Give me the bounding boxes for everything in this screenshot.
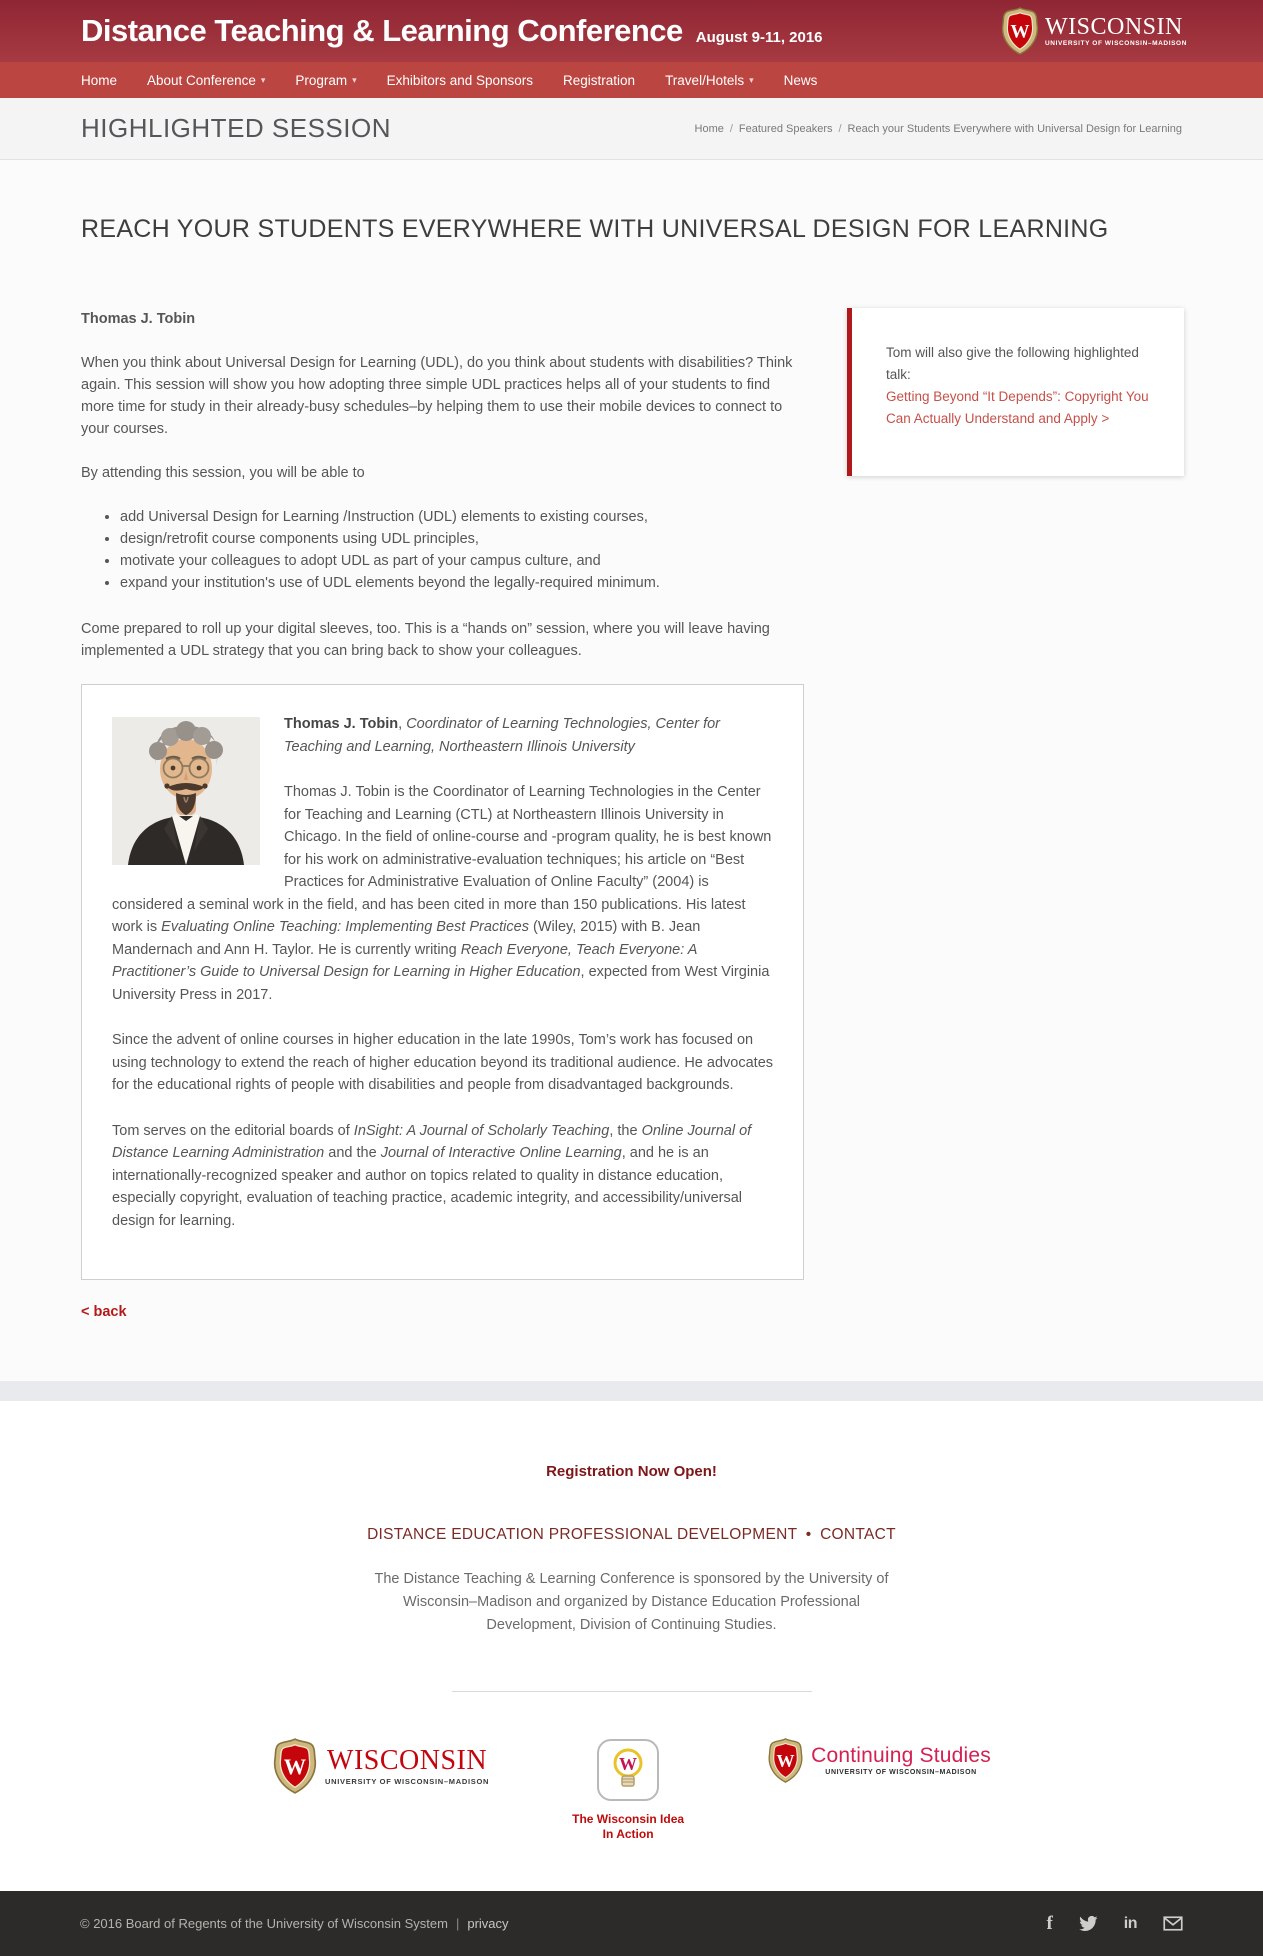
nav-item-label: Program [295,72,348,88]
svg-text:W: W [619,1754,638,1774]
back-link[interactable]: < back [81,1304,127,1320]
continuing-studies-logo-text [811,1745,991,1776]
continuing-studies-subtitle: UNIVERSITY OF WISCONSIN–MADISON [825,1769,977,1776]
bio-paragraph-3: Tom serves on the editorial boards of InSight: A Journal of Scholarly Teaching, the Online Journal of Distance Learning Administration and the Journal of Interactive Online Learning, and he is an internationally-recognized speaker and author on topics related to quality in distance education, especially copyright, evaluation of teaching practice, academic integrity, and accessibility/universal design for learning. [112,1122,752,1229]
session-list-intro: By attending this session, you will be able to [81,465,365,481]
uw-wordmark: WISCONSIN [1045,13,1183,40]
uw-madison-logo-text [325,1744,490,1786]
page-title: HIGHLIGHTED SESSION [81,113,391,143]
bio-paragraph-1: Thomas J. Tobin is the Coordinator of Learning Technologies in the Center for Teaching and Learning (CTL) at Northeastern Illinois University in Chicago. In the field of online-course and -program quality, he is best known for his work on administrative-evaluation techniques; his article on “Best Practices for Administrative Evaluation of Online Faculty” (2004) is considered a seminal work in the field, and has been cited in more than 150 publications. His latest work is Evaluating Online Teaching: Implementing Best Practices (Wiley, 2015) with B. Jean Mandernach and Ann H. Taylor. He is currently writing Reach Everyone, Teach Everyone: A Practitioner’s Guide to Universal Design for Learning in Higher Education, expected from West Virginia University Press in 2017. [112,784,772,1003]
wisconsin-idea-line2: In Action [602,1827,654,1841]
nav-item-about-conference[interactable] [132,62,280,98]
breadcrumb-separator: / [729,122,733,135]
twitter-icon [1079,1916,1098,1932]
footer-logos [0,1738,1263,1842]
related-talk-link[interactable]: Getting Beyond “It Depends”: Copyright You Can Actually Understand and Apply > [886,389,1149,426]
nav-item-label: News [783,72,818,88]
breadcrumb-home[interactable]: Home [694,122,724,135]
outcome-item: • design/retrofit course components using UDL principles, [120,528,804,550]
nav-item-travel-hotels[interactable] [650,62,769,98]
main-content [0,160,1263,1381]
uw-crest-icon [1000,7,1040,55]
social-links [1046,1913,1183,1935]
copyright-text: © 2016 Board of Regents of the University of Wisconsin System [80,1916,448,1931]
sponsor-text: The Distance Teaching & Learning Conference is sponsored by the University of Wisconsin–Madison and organized by Distance Education Professional Development, Division of Continuing Studies. [374,1571,889,1633]
copyright-separator: | [455,1916,460,1931]
session-closing-paragraph: Come prepared to roll up your digital sleeves, too. This is a “hands on” session, where you will leave having implemented a UDL strategy that you can bring back to show your colleagues. [81,621,770,659]
uw-subtitle: UNIVERSITY OF WISCONSIN–MADISON [325,1776,490,1786]
twitter-link[interactable] [1079,1916,1098,1932]
footer [0,1401,1263,1891]
session-intro-paragraph: When you think about Universal Design for Learning (UDL), do you think about students with disabilities? Think again. This session will show you how adopting three simple UDL practices helps all of your students to find more time for study in their already-busy schedules–by helping them to use their mobile devices to connect to your courses. [81,355,793,437]
bio-headline: Thomas J. Tobin, Coordinator of Learning Technologies, Center for Teaching and Learning, Northeastern Illinois University [284,716,721,755]
nav-item-label: About Conference [147,72,256,88]
section-divider-band [0,1381,1263,1401]
speaker-name: Thomas J. Tobin [81,311,196,327]
footer-link-contact[interactable]: CONTACT [820,1526,896,1543]
nav-item-label: Home [81,72,118,88]
session-heading: REACH YOUR STUDENTS EVERYWHERE WITH UNIVERSAL DESIGN FOR LEARNING [81,215,1109,243]
nav-item-news[interactable] [769,62,833,98]
chevron-down-icon: ▾ [260,75,266,85]
email-link[interactable] [1163,1916,1183,1931]
uw-logo[interactable] [1000,7,1187,55]
speaker-photo [112,717,260,865]
nav-item-exhibitors-sponsors[interactable] [372,62,548,98]
footer-link-distance-education[interactable]: DISTANCE EDUCATION PROFESSIONAL DEVELOPMENT [367,1526,798,1543]
nav-item-program[interactable] [280,62,371,98]
uw-logo-text [1045,15,1187,48]
outcome-item: • add Universal Design for Learning /Instruction (UDL) elements to existing courses, [120,506,804,528]
breadcrumb [695,123,1182,135]
continuing-studies-wordmark: Continuing Studies [811,1744,991,1767]
bottom-bar [0,1891,1263,1956]
conference-dates: August 9-11, 2016 [695,28,823,46]
wisconsin-idea-line1: The Wisconsin Idea [572,1812,685,1826]
uw-wordmark: WISCONSIN [327,1744,488,1776]
lightbulb-icon [596,1738,660,1802]
main-nav [0,62,1263,98]
session-description [81,308,804,1321]
chevron-down-icon: ▾ [749,75,754,85]
uw-crest-icon [767,1738,804,1783]
nav-item-label: Exhibitors and Sponsors [386,72,534,88]
uw-madison-logo[interactable] [272,1738,489,1794]
facebook-link[interactable] [1046,1913,1052,1935]
registration-notice: Registration Now Open! [546,1463,717,1480]
session-outcomes-list [81,506,804,594]
related-talk-box [847,308,1184,476]
nav-item-label: Registration [563,72,636,88]
nav-item-registration[interactable] [548,62,650,98]
outcome-item: • expand your institution's use of UDL elements beyond the legally-required minimum. [120,572,804,594]
nav-item-label: Travel/Hotels [665,72,745,88]
breadcrumb-current-page: Reach your Students Everywhere with Universal Design for Learning [847,122,1182,135]
speaker-bio-box [81,684,804,1280]
footer-divider [452,1691,812,1692]
uw-subtitle: UNIVERSITY OF WISCONSIN–MADISON [1045,39,1187,47]
chevron-down-icon: ▾ [352,75,357,85]
nav-item-home[interactable] [66,62,132,98]
linkedin-icon: in [1123,1914,1137,1932]
site-header [0,0,1263,62]
uw-crest-icon [272,1738,318,1794]
privacy-link[interactable]: privacy [467,1916,509,1931]
linkedin-link[interactable] [1124,1915,1137,1933]
email-icon [1163,1916,1183,1931]
breadcrumb-featured-speakers[interactable]: Featured Speakers [738,122,833,135]
site-title: Distance Teaching & Learning Conference [81,13,683,48]
related-talk-text: Tom will also give the following highlighted talk: [886,345,1139,382]
page-header-band [0,98,1263,160]
outcome-item: • motivate your colleagues to adopt UDL as part of your campus culture, and [120,550,804,572]
breadcrumb-separator: / [838,122,842,135]
footer-links-dot: • [805,1526,812,1543]
wisconsin-idea-logo[interactable] [553,1738,703,1842]
facebook-icon: f [1046,1912,1053,1934]
bio-paragraph-2: Since the advent of online courses in higher education in the late 1990s, Tom’s work has focused on using technology to extend the reach of higher education beyond its traditional audience. He advocates for the educational rights of people with disabilities and people from disadvantaged backgrounds. [112,1032,774,1093]
footer-links [0,1526,1263,1544]
continuing-studies-logo[interactable] [767,1738,991,1783]
wisconsin-idea-label [572,1812,684,1842]
